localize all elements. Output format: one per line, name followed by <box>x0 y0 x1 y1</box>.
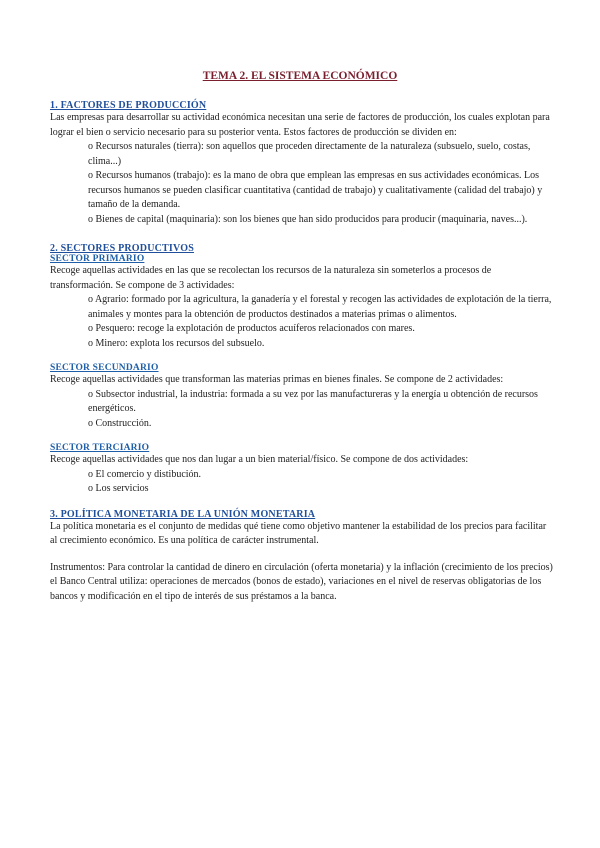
section-heading-sectores: 2. SECTORES PRODUCTIVOS <box>50 243 194 254</box>
document-title: TEMA 2. EL SISTEMA ECONÓMICO <box>202 70 398 82</box>
subsection-heading-primario: SECTOR PRIMARIO <box>50 254 145 264</box>
section-heading-factores: 1. FACTORES DE PRODUCCIÓN <box>50 100 207 111</box>
list-item: o Los servicios <box>88 483 149 494</box>
paragraph: Las empresas para desarrollar su actividad económica necesitan una serie de factores de producción, los cuales explotan para lograr el bien o servicio necesario para su posterior venta. Estos factores de producción se dividen en: <box>50 112 550 138</box>
list-item: o Pesquero: recoge la explotación de productos acuíferos relacionados con mares. <box>88 323 415 334</box>
list-item: o Bienes de capital (maquinaria): son los bienes que han sido producidos para producir (maquinaria, naves...). <box>88 213 528 225</box>
document-body <box>50 100 555 604</box>
list-item: o Minero: explota los recursos del subsuelo. <box>88 337 265 349</box>
paragraph: Recoge aquellas actividades en las que se recolectan los recursos de la naturaleza sin someterlos a procesos de transformación. Se compone de 3 actividades: <box>50 265 492 291</box>
paragraph: Instrumentos: Para controlar la cantidad de dinero en circulación (oferta monetaria) y la inflación (crecimiento de los precios) el Banco Central utiliza: operaciones de mercados (bonos de estado), variaciones en el nivel de reservas obligatorias de los bancos y modificación en el tipo de interés de sus préstamos a la banca. <box>50 561 553 602</box>
list-item: o Recursos humanos (trabajo): es la mano de obra que emplean las empresas en sus actividades económicas. Los recursos humanos se pueden clasificar cuantitativa (cantidad de trabajo) y cualitativamente (calidad del trabajo) y tamaño de la demanda. <box>88 170 543 210</box>
list-item: o Recursos naturales (tierra): son aquellos que proceden directamente de la naturaleza (subsuelo, suelo, costas, clima...) <box>88 141 531 167</box>
section-heading-politica-monetaria: 3. POLÍTICA MONETARIA DE LA UNIÓN MONETARIA <box>50 508 316 520</box>
paragraph: Recoge aquellas actividades que nos dan lugar a un bien material/físico. Se compone de dos actividades: <box>50 454 469 465</box>
list-item: o Construcción. <box>88 417 152 429</box>
list-item: o Subsector industrial, la industria: formada a su vez por las manufactureras y la energía u obtención de recursos energéticos. <box>88 388 538 414</box>
subsection-heading-secundario: SECTOR SECUNDARIO <box>50 363 159 373</box>
list-item: o Agrario: formado por la agricultura, la ganadería y el forestal y recogen las actividades de explotación de la tierra, animales y montes para la obtención de productos destinados a materias primas o alimentos. <box>88 294 552 320</box>
list-item: o El comercio y distibución. <box>88 468 202 480</box>
paragraph: Recoge aquellas actividades que transforman las materias primas en bienes finales. Se compone de 2 actividades: <box>50 374 504 385</box>
subsection-heading-terciario: SECTOR TERCIARIO <box>50 443 150 453</box>
paragraph: La política monetaria es el conjunto de medidas qué tiene como objetivo mantener la estabilidad de los precios para facilitar al crecimiento económico. Es una política de carácter instrumental. <box>50 520 547 546</box>
